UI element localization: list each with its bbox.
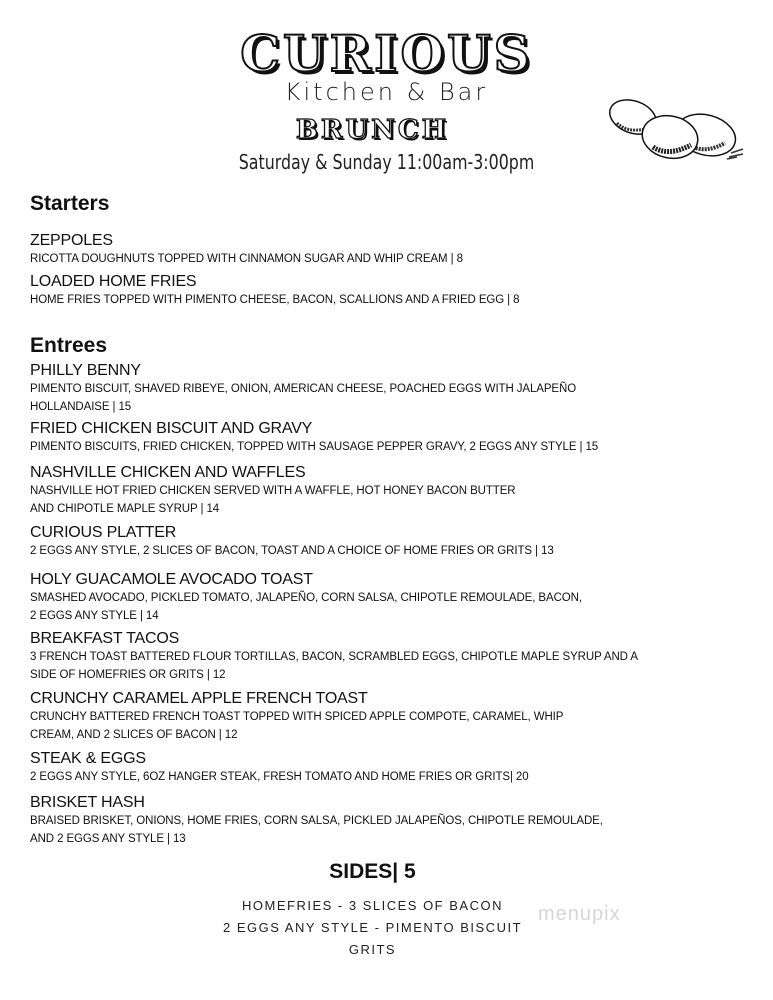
menu-item: [30, 272, 750, 309]
item-name: FRIED CHICKEN BISCUIT AND GRAVY: [30, 420, 313, 437]
item-description-cont: AND 2 EGGS ANY STYLE | 13: [30, 833, 186, 845]
menu-item: [30, 749, 750, 786]
item-description: 3 FRENCH TOAST BATTERED FLOUR TORTILLAS, BACON, SCRAMBLED EGGS, CHIPOTLE MAPLE SYRUP AND A: [30, 651, 638, 663]
section-title-entrees: Entrees: [30, 334, 108, 357]
menu-item: [30, 463, 750, 518]
item-description-cont: AND CHIPOTLE MAPLE SYRUP | 14: [30, 503, 220, 515]
item-description: PIMENTO BISCUIT, SHAVED RIBEYE, ONION, AMERICAN CHEESE, POACHED EGGS WITH JALAPEÑO: [30, 383, 577, 395]
item-description: BRAISED BRISKET, ONIONS, HOME FRIES, CORN SALSA, PICKLED JALAPEÑOS, CHIPOTLE REMOULADE,: [30, 815, 603, 827]
item-name: HOLY GUACAMOLE AVOCADO TOAST: [30, 571, 313, 588]
item-description: PIMENTO BISCUITS, FRIED CHICKEN, TOPPED WITH SAUSAGE PEPPER GRAVY, 2 EGGS ANY STYLE | 15: [30, 441, 599, 453]
section-title-starters: Starters: [30, 192, 110, 215]
menu-item: [30, 231, 750, 268]
menu-item: [30, 689, 750, 744]
menu-item: [30, 523, 750, 560]
item-name: CRUNCHY CARAMEL APPLE FRENCH TOAST: [30, 690, 368, 707]
restaurant-logo: CURIOUS: [240, 24, 533, 83]
menu-item: [30, 570, 750, 625]
item-name: STEAK & EGGS: [30, 750, 146, 767]
section-title-sides: SIDES| 5: [329, 860, 416, 883]
menu-item: [30, 361, 750, 416]
sides-line: GRITS: [348, 942, 397, 957]
restaurant-subtitle: Kitchen & Bar: [284, 78, 489, 106]
item-name: ZEPPOLES: [30, 232, 113, 249]
item-description: CRUNCHY BATTERED FRENCH TOAST TOPPED WITH SPICED APPLE COMPOTE, CARAMEL, WHIP: [30, 711, 564, 723]
menu-item: [30, 629, 750, 684]
item-description-cont: SIDE OF HOMEFRIES OR GRITS | 12: [30, 669, 226, 681]
item-name: CURIOUS PLATTER: [30, 524, 177, 541]
item-description: NASHVILLE HOT FRIED CHICKEN SERVED WITH A WAFFLE, HOT HONEY BACON BUTTER: [30, 485, 516, 497]
item-name: BREAKFAST TACOS: [30, 630, 180, 647]
eggs-illustration-icon: [603, 95, 753, 165]
watermark: menupix: [538, 903, 621, 925]
item-description: HOME FRIES TOPPED WITH PIMENTO CHEESE, BACON, SCALLIONS AND A FRIED EGG | 8: [30, 294, 520, 306]
item-description-cont: 2 EGGS ANY STYLE | 14: [30, 610, 159, 622]
item-description: RICOTTA DOUGHNUTS TOPPED WITH CINNAMON SUGAR AND WHIP CREAM | 8: [30, 253, 463, 265]
menu-title: BRUNCH: [295, 115, 450, 145]
item-description-cont: CREAM, AND 2 SLICES OF BACON | 12: [30, 729, 238, 741]
item-description: 2 EGGS ANY STYLE, 2 SLICES OF BACON, TOAST AND A CHOICE OF HOME FRIES OR GRITS | 13: [30, 545, 554, 557]
item-description: SMASHED AVOCADO, PICKLED TOMATO, JALAPEÑO, CORN SALSA, CHIPOTLE REMOULADE, BACON,: [30, 592, 582, 604]
menu-item: [30, 419, 750, 456]
item-description: 2 EGGS ANY STYLE, 6OZ HANGER STEAK, FRESH TOMATO AND HOME FRIES OR GRITS| 20: [30, 771, 529, 783]
item-name: PHILLY BENNY: [30, 362, 141, 379]
service-hours: Saturday & Sunday 11:00am-3:00pm: [238, 150, 535, 174]
sides-line: 2 EGGS ANY STYLE - PIMENTO BISCUIT: [222, 920, 523, 935]
item-name: NASHVILLE CHICKEN AND WAFFLES: [30, 464, 306, 481]
menu-item: [30, 793, 750, 848]
item-description-cont: HOLLANDAISE | 15: [30, 401, 132, 413]
sides-line: HOMEFRIES - 3 SLICES OF BACON: [242, 898, 503, 913]
item-name: BRISKET HASH: [30, 794, 145, 811]
item-name: LOADED HOME FRIES: [30, 273, 197, 290]
